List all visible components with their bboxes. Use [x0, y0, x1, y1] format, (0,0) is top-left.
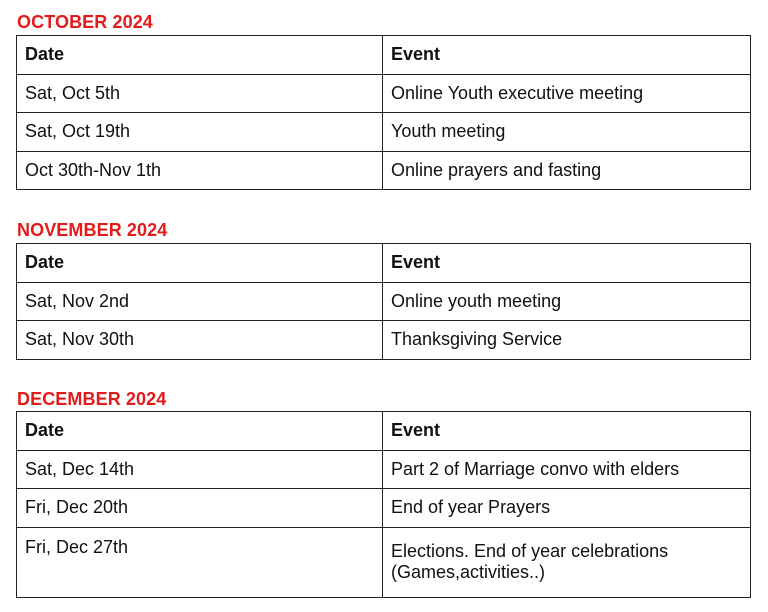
- date-cell: Sat, Nov 30th: [17, 321, 383, 360]
- event-cell: Online Youth executive meeting: [383, 74, 751, 113]
- events-table-november: [16, 243, 751, 360]
- date-cell: Fri, Dec 27th: [17, 527, 383, 597]
- table-row: [17, 489, 751, 528]
- column-header-date: Date: [17, 412, 383, 451]
- table-header-row: [17, 244, 751, 283]
- events-table-december: [16, 411, 751, 598]
- column-header-event: Event: [383, 36, 751, 75]
- event-cell: Thanksgiving Service: [383, 321, 751, 360]
- date-cell: Sat, Oct 5th: [17, 74, 383, 113]
- table-header-row: [17, 412, 751, 451]
- column-header-event: Event: [383, 244, 751, 283]
- events-table-october: [16, 35, 751, 190]
- section-heading-november: NOVEMBER 2024: [17, 220, 168, 240]
- column-header-event: Event: [383, 412, 751, 451]
- event-cell: Youth meeting: [383, 113, 751, 152]
- date-cell: Oct 30th-Nov 1th: [17, 151, 383, 190]
- event-cell: Online prayers and fasting: [383, 151, 751, 190]
- table-row: [17, 527, 751, 597]
- date-cell: Fri, Dec 20th: [17, 489, 383, 528]
- section-heading-december: DECEMBER 2024: [17, 389, 167, 409]
- table-header-row: [17, 36, 751, 75]
- section-heading-october: OCTOBER 2024: [17, 12, 153, 32]
- event-cell: End of year Prayers: [383, 489, 751, 528]
- event-cell: Online youth meeting: [383, 282, 751, 321]
- table-row: [17, 113, 751, 152]
- date-cell: Sat, Nov 2nd: [17, 282, 383, 321]
- event-cell: Part 2 of Marriage convo with elders: [383, 450, 751, 489]
- table-row: [17, 450, 751, 489]
- date-cell: Sat, Dec 14th: [17, 450, 383, 489]
- column-header-date: Date: [17, 244, 383, 283]
- event-cell: Elections. End of year celebrations (Games,activities..): [383, 527, 751, 597]
- date-cell: Sat, Oct 19th: [17, 113, 383, 152]
- table-row: [17, 151, 751, 190]
- table-row: [17, 282, 751, 321]
- table-row: [17, 74, 751, 113]
- column-header-date: Date: [17, 36, 383, 75]
- table-row: [17, 321, 751, 360]
